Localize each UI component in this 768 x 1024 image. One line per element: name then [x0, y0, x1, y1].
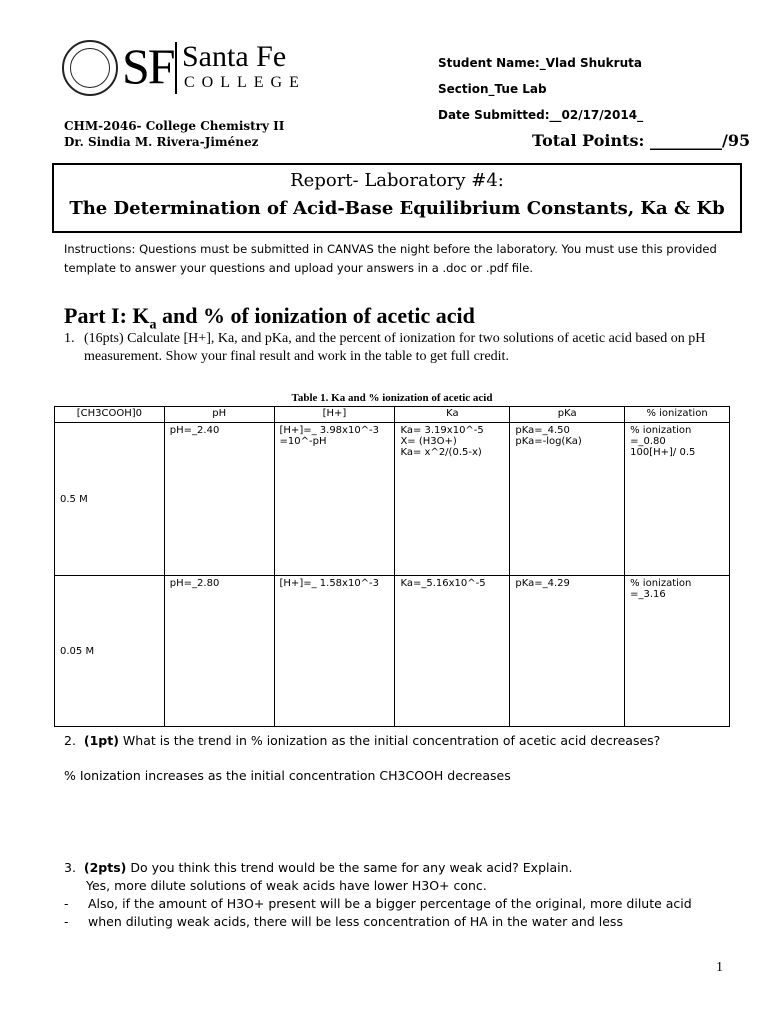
- college-seal-inner: [70, 48, 110, 88]
- logo-divider: [175, 42, 177, 94]
- cell-ionization: % ionization =_3.16: [625, 576, 730, 727]
- header-ph: pH: [164, 407, 274, 423]
- question-3-answer-line: - Also, if the amount of H3O+ present will be a bigger percentage of the original, more dilute acid: [64, 896, 692, 911]
- question-3-number: 3.: [64, 860, 76, 875]
- question-1: [64, 330, 744, 366]
- table-caption: Table 1. Ka and % ionization of acetic acid: [291, 392, 493, 404]
- question-2-points: (1pt): [83, 733, 119, 748]
- row-label: 0.5 M: [55, 423, 165, 576]
- report-subtitle: The Determination of Acid-Base Equilibrium Constants, Ka & Kb: [69, 198, 725, 219]
- table-row: [55, 576, 730, 727]
- ionization-table: [54, 406, 730, 727]
- date-submitted: Date Submitted:__02/17/2014_: [438, 108, 644, 122]
- page-number: 1: [716, 960, 723, 975]
- student-section: Section_Tue Lab: [438, 82, 547, 96]
- cell-ph: pH=_2.80: [164, 576, 274, 727]
- row-label: 0.05 M: [55, 576, 165, 727]
- header-ka: Ka: [395, 407, 510, 423]
- report-title: Report- Laboratory #4:: [290, 170, 504, 191]
- question-3-points: (2pts): [83, 860, 127, 875]
- instructor-name: Dr. Sindia M. Rivera-Jiménez: [64, 135, 259, 149]
- logo-name: Santa Fe: [182, 40, 287, 73]
- question-3: [64, 860, 573, 875]
- question-2-answer: % Ionization increases as the initial concentration CH3COOH decreases: [64, 768, 511, 783]
- student-name: Student Name:_Vlad Shukruta: [438, 56, 642, 70]
- cell-pka: pKa=_4.29: [510, 576, 625, 727]
- total-points: Total Points: _________/95: [532, 131, 751, 150]
- instructions: Instructions: Questions must be submitted in CANVAS the night before the laboratory. You must use this provided template to answer your questions and upload your answers in a .doc or .pdf file.: [64, 242, 717, 275]
- header-pka: pKa: [510, 407, 625, 423]
- cell-pka: pKa=_4.50 pKa=-log(Ka): [510, 423, 625, 576]
- cell-h: [H+]=_ 3.98x10^-3 =10^-pH: [274, 423, 395, 576]
- cell-ph: pH=_2.40: [164, 423, 274, 576]
- question-2: [64, 733, 660, 748]
- question-3-answer-line: Yes, more dilute solutions of weak acids have lower H3O+ conc.: [86, 878, 487, 893]
- part-1-heading: Part I: $K_a$ and % of ionization of acetic acid: [64, 303, 475, 333]
- question-3-text: Do you think this trend would be the same for any weak acid? Explain.: [130, 860, 573, 875]
- question-3-answer-line: - when diluting weak acids, there will be less concentration of HA in the water and less: [64, 914, 623, 929]
- header-percent-ionization: % ionization: [625, 407, 730, 423]
- question-2-number: 2.: [64, 733, 76, 748]
- question-2-text: What is the trend in % ionization as the initial concentration of acetic acid decreases?: [122, 733, 661, 748]
- logo-college: COLLEGE: [184, 74, 306, 91]
- cell-ka: Ka= 3.19x10^-5 X= (H3O+) Ka= x^2/(0.5-x): [395, 423, 510, 576]
- cell-ionization: % ionization =_0.80 100[H+]/ 0.5: [625, 423, 730, 576]
- question-1-text: (16pts) Calculate [H+], Ka, and pKa, and the percent of ionization for two solutions of acetic acid based on pH measurement. Show your final result and work in the table to get full credit.: [84, 331, 706, 364]
- cell-h: [H+]=_ 1.58x10^-3: [274, 576, 395, 727]
- table-row: [55, 423, 730, 576]
- course-code: CHM-2046- College Chemistry II: [64, 119, 285, 133]
- cell-ka: Ka=_5.16x10^-5: [395, 576, 510, 727]
- header-h-concentration: [H+]: [274, 407, 395, 423]
- header-concentration: [CH3COOH]0: [55, 407, 165, 423]
- question-1-number: 1.: [64, 331, 75, 346]
- table-header-row: [55, 407, 730, 423]
- logo-monogram: SF: [122, 38, 174, 94]
